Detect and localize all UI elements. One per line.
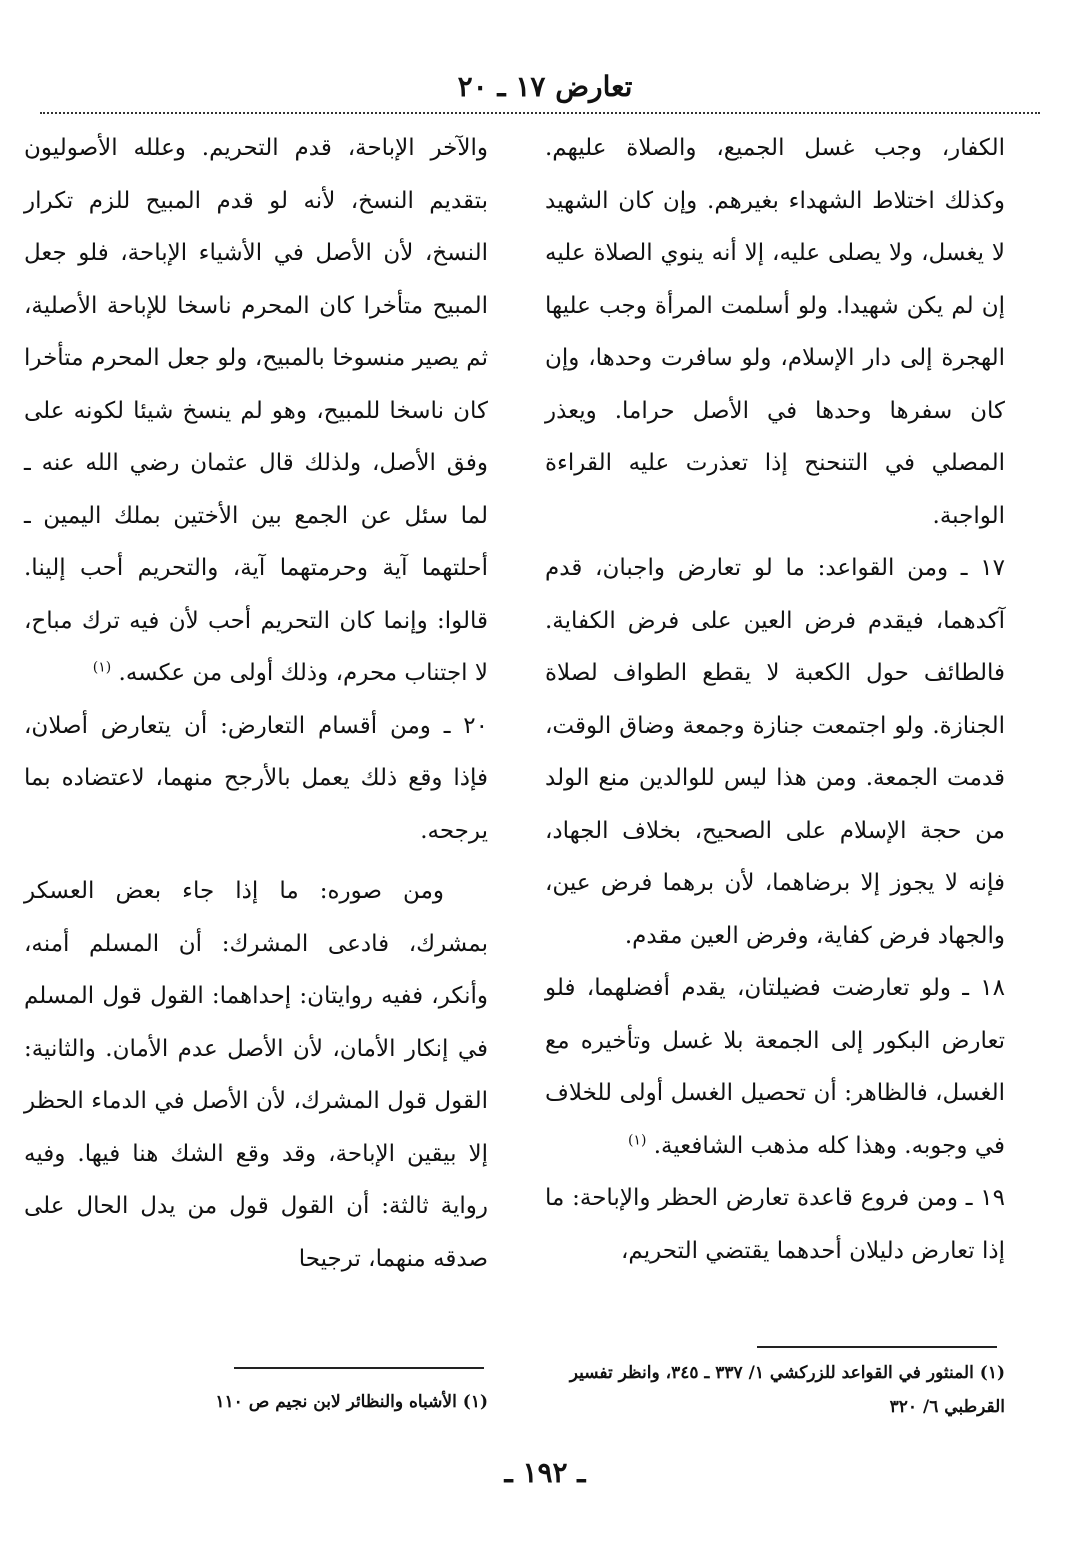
paragraph-rule-18	[545, 962, 1005, 1172]
right-column	[545, 122, 1005, 1277]
page-number: ـ ١٩٢ ـ	[504, 1456, 586, 1489]
paragraph-rule-17: ١٧ ـ ومن القواعد: ما لو تعارض واجبان، قدم آكدهما، فيقدم فرض العين على فرض الكفاية. فالطائف حول الكعبة لا يقطع الطواف لصلاة الجنازة. ولو اجتمعت جنازة وجمعة وضاق الوقت، قدمت الجمعة. ومن هذا ليس للوالدين منع الولد من حجة الإسلام على الصحيح، بخلاف الجهاد، فإنه لا يجوز إلا برضاهما، لأن برهما فرض عين، والجهاد فرض كفاية، وفرض العين مقدم.	[545, 555, 1005, 949]
left-column	[24, 122, 488, 1285]
page-header-title: تعارض ١٧ ـ ٢٠	[457, 70, 633, 103]
paragraph-tahrim-text: والآخر الإباحة، قدم التحريم. وعلله الأصوليون بتقديم النسخ، لأنه لو قدم المبيح للزم تكرار النسخ، لأن الأصل في الأشياء الإباحة، فلو جعل المبيح متأخرا كان المحرم ناسخا للإباحة الأصلية، ثم يصير منسوخا بالمبيح، ولو جعل المحرم متأخرا كان ناسخا للمبيح، وهو لم ينسخ شيئا لكونه على وفق الأصل، ولذلك قال عثمان رضي الله عنه ـ لما سئل عن الجمع بين الأختين بملك اليمين ـ أحلتهما آية وحرمتهما آية، والتحريم أحب إلينا. قالوا: وإنما كان التحريم أحب لأن فيه ترك مباح، لا اجتناب محرم، وذلك أولى من عكسه.	[24, 135, 488, 686]
paragraph-examples: ومن صوره: ما إذا جاء بعض العسكر بمشرك، فادعى المشرك: أن المسلم أمنه، وأنكر، ففيه روايتان: إحداهما: القول قول المسلم في إنكار الأمان، لأن الأصل عدم الأمان. والثانية: القول قول المشرك، لأن الأصل في الدماء الحظر إلا بيقين الإباحة، وقد وقع الشك هنا فيها. وفيه رواية ثالثة: أن القول قول من يدل الحال على صدقه منهما، ترجيحا	[24, 878, 488, 1272]
paragraph-continuation: الكفار، وجب غسل الجميع، والصلاة عليهم. وكذلك اختلاط الشهداء بغيرهم. وإن كان الشهيد لا يغسل، ولا يصلى عليه، إلا أنه ينوي الصلاة عليه إن لم يكن شهيدا. ولو أسلمت المرأة وجب عليها الهجرة إلى دار الإسلام، ولو سافرت وحدها، وإن كان سفرها وحدها في الأصل حراما. ويعذر المصلي في التنحنح إذا تعذرت عليه القراءة الواجبة.	[545, 135, 1005, 529]
footnote-divider-right	[757, 1346, 997, 1348]
footnote-marker: (١)	[627, 1131, 647, 1148]
paragraph-rule-19: ١٩ ـ ومن فروع قاعدة تعارض الحظر والإباحة: ما إذا تعارض دليلان أحدهما يقتضي التحريم،	[545, 1185, 1005, 1264]
footnote-divider-left	[234, 1367, 484, 1369]
footnote-left: (١) الأشباه والنظائر لابن نجيم ص ١١٠	[215, 1392, 488, 1412]
paragraph-tahrim	[24, 122, 488, 700]
footnote-marker: (١)	[92, 659, 112, 676]
header-dotted-rule	[40, 112, 1040, 114]
footnote-right: (١) المنثور في القواعد للزركشي ١/ ٣٣٧ ـ ٣٤٥، وانظر تفسير القرطبي ٦/ ٣٢٠	[569, 1363, 1005, 1417]
paragraph-rule-18-text: ١٨ ـ ولو تعارضت فضيلتان، يقدم أفضلهما، فلو تعارض البكور إلى الجمعة بلا غسل وتأخيره مع الغسل، فالظاهر: أن تحصيل الغسل أولى للخلاف في وجوبه. وهذا كله مذهب الشافعية.	[545, 975, 1005, 1159]
paragraph-rule-20: ٢٠ ـ ومن أقسام التعارض: أن يتعارض أصلان، فإذا وقع ذلك يعمل بالأرجح منهما، لاعتضاده بما يرجحه.	[24, 712, 489, 844]
